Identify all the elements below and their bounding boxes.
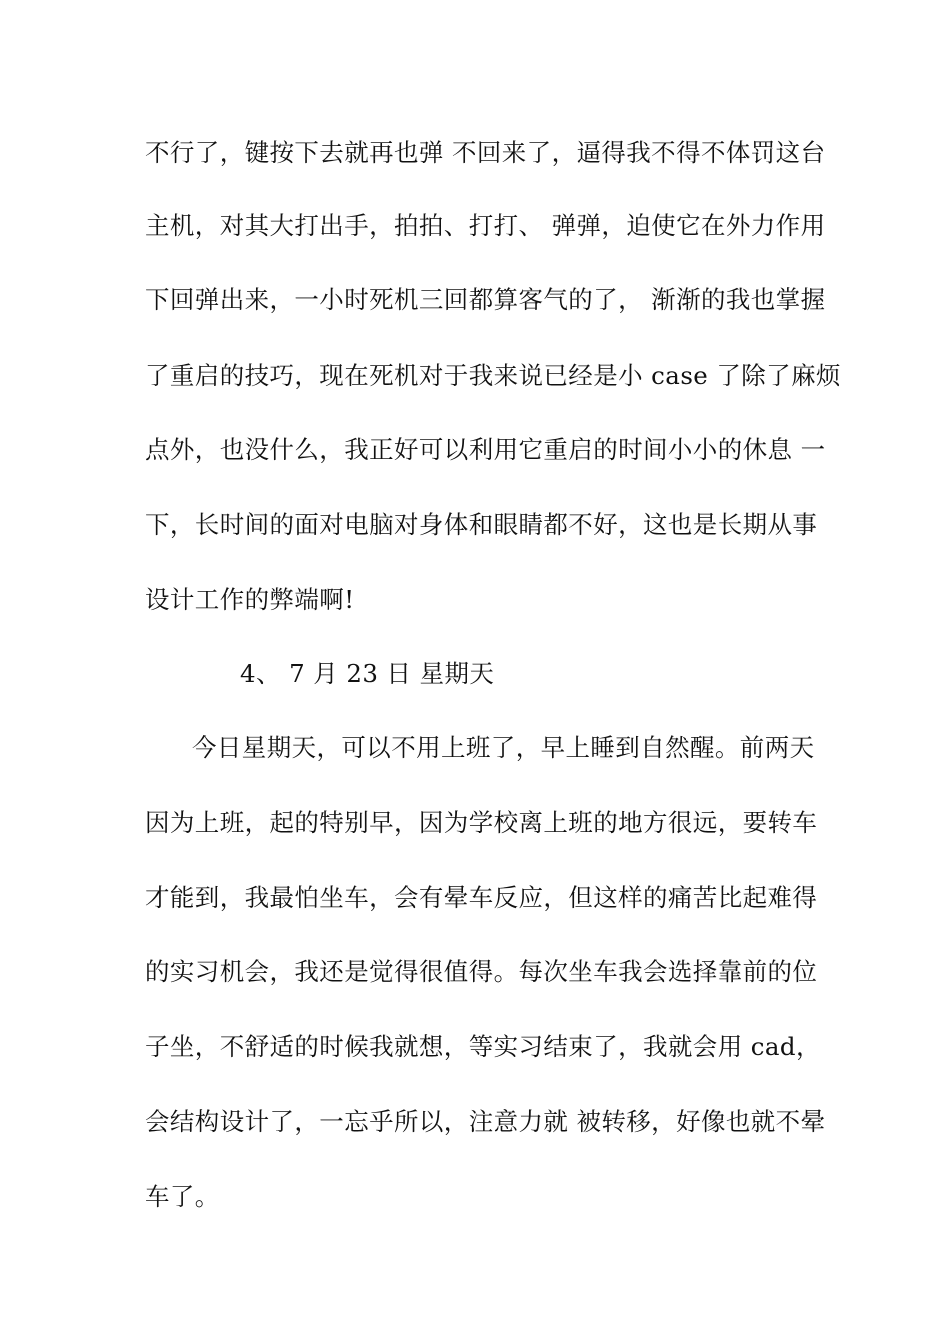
text-line: 了重启的技巧，现在死机对于我来说已经是小 case 了除了麻烦 [145,361,841,390]
text-line: 点外，也没什么，我正好可以利用它重启的时间小小的休息 一 [145,435,826,464]
text-line: 主机，对其大打出手，拍拍、打打、 弹弹，迫使它在外力作用 [145,211,826,240]
text-line: 子坐，不舒适的时候我就想，等实习结束了，我就会用 cad， [145,1032,821,1061]
text-line: 车了。 [145,1182,220,1211]
text-line: 因为上班，起的特别早，因为学校离上班的地方很远，要转车 [145,808,818,837]
text-line: 不行了，键按下去就再也弹 不回来了，逼得我不得不体罚这台 [145,138,826,167]
text-line: 会结构设计了，一忘乎所以，注意力就 被转移，好像也就不晕 [145,1107,826,1136]
text-line: 下回弹出来，一小时死机三回都算客气的了， 渐渐的我也掌握 [145,285,826,314]
text-line: 才能到，我最怕坐车，会有晕车反应，但这样的痛苦比起难得 [145,883,818,912]
section-heading: 4、 7 月 23 日 星期天 [240,659,495,688]
text-line: 今日星期天，可以不用上班了，早上睡到自然醒。前两天 [192,733,815,762]
text-line: 的实习机会，我还是觉得很值得。每次坐车我会选择靠前的位 [145,957,818,986]
text-line: 下，长时间的面对电脑对身体和眼睛都不好，这也是长期从事 [145,510,818,539]
text-line: 设计工作的弊端啊! [145,585,355,614]
